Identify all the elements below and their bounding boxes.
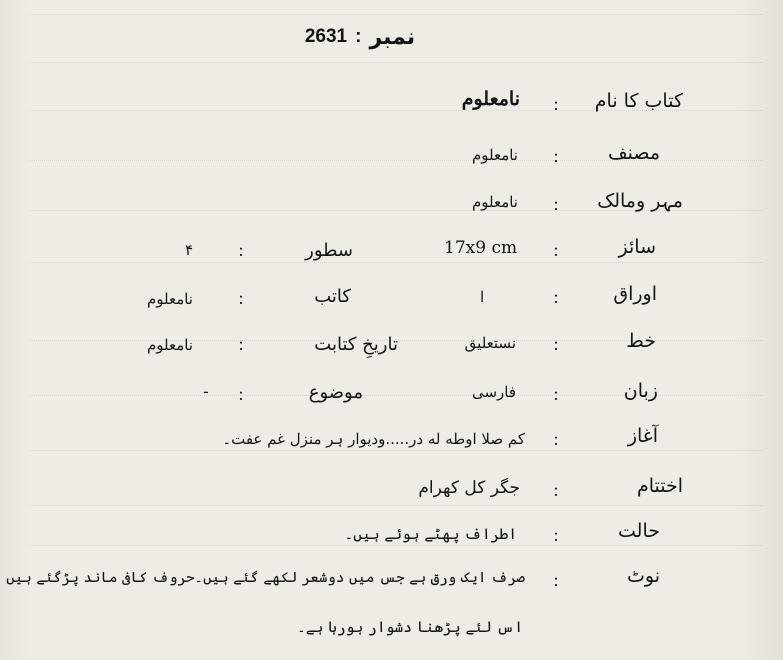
author-value: نامعلوم — [471, 146, 518, 164]
catalog-number-value: 2631 — [304, 26, 348, 47]
colon: : — [553, 146, 559, 166]
author-label: مصنف — [607, 142, 660, 164]
note-line-1: صرف ایک ورق ہے جس میں دوشعر لکھے گئے ہیں۔حروف کافی ماند پڑگئے ہیں — [6, 570, 525, 586]
colon: : — [238, 334, 244, 354]
colon: : — [553, 429, 559, 449]
seal-owner-value: نامعلوم — [471, 193, 518, 211]
subject-label: موضوع — [308, 382, 363, 403]
colon: : — [553, 94, 559, 114]
condition-label: حالت — [618, 520, 660, 542]
ending-label: اختتام — [636, 475, 683, 497]
bleed-through-line — [30, 450, 763, 459]
book-name-value: نامعلوم — [461, 88, 520, 110]
folios-value: ا — [480, 288, 485, 306]
script-label: خط — [626, 330, 656, 352]
colon: : — [238, 384, 244, 404]
language-value: فارسی — [471, 383, 516, 401]
colon: : — [553, 287, 559, 307]
date-of-writing-label: تاریخِ کتابت — [314, 334, 398, 355]
seal-owner-label: مہر ومالک — [597, 190, 683, 212]
beginning-label: آغاز — [627, 425, 658, 447]
lines-label: سطور — [305, 240, 353, 261]
colon: : — [553, 570, 559, 590]
condition-value: اطراف پھٹے ہوئے ہیں۔ — [344, 525, 517, 543]
colon: : — [553, 334, 559, 354]
colon: : — [553, 240, 559, 260]
colon: : — [238, 240, 244, 260]
bleed-through-line — [30, 505, 763, 514]
colon: : — [553, 525, 559, 545]
bleed-through-line — [30, 545, 763, 554]
catalog-number-label: نمبر — [369, 24, 416, 50]
size-value: 17x9 cm — [444, 238, 518, 258]
scribe-value: نامعلوم — [146, 290, 193, 308]
ending-value: جگر کل کھرام — [418, 478, 520, 498]
colon: : — [355, 26, 362, 47]
catalog-number — [280, 22, 440, 52]
book-name-label: کتاب کا نام — [594, 90, 683, 112]
colon: : — [553, 384, 559, 404]
note-line-2: اس لئے پڑھنا دشوار ہورہا ہے۔ — [297, 618, 523, 636]
colon: : — [238, 288, 244, 308]
note-label: نوٹ — [627, 565, 660, 587]
language-label: زبان — [623, 380, 658, 402]
size-label: سائز — [618, 236, 656, 258]
colon: : — [553, 480, 559, 500]
date-of-writing-value: نامعلوم — [146, 336, 193, 354]
colon: : — [553, 194, 559, 214]
beginning-value: کم صلا اوطه له در.....ودیوار ہر منزل غم عفت۔ — [222, 430, 525, 448]
lines-value: ۴ — [185, 241, 194, 259]
bleed-through-line — [30, 62, 763, 71]
bleed-through-line — [30, 262, 763, 271]
subject-value: - — [203, 382, 209, 402]
scribe-label: کاتب — [314, 286, 351, 307]
folios-label: اوراق — [613, 283, 657, 305]
script-value: نستعلیق — [464, 334, 516, 352]
